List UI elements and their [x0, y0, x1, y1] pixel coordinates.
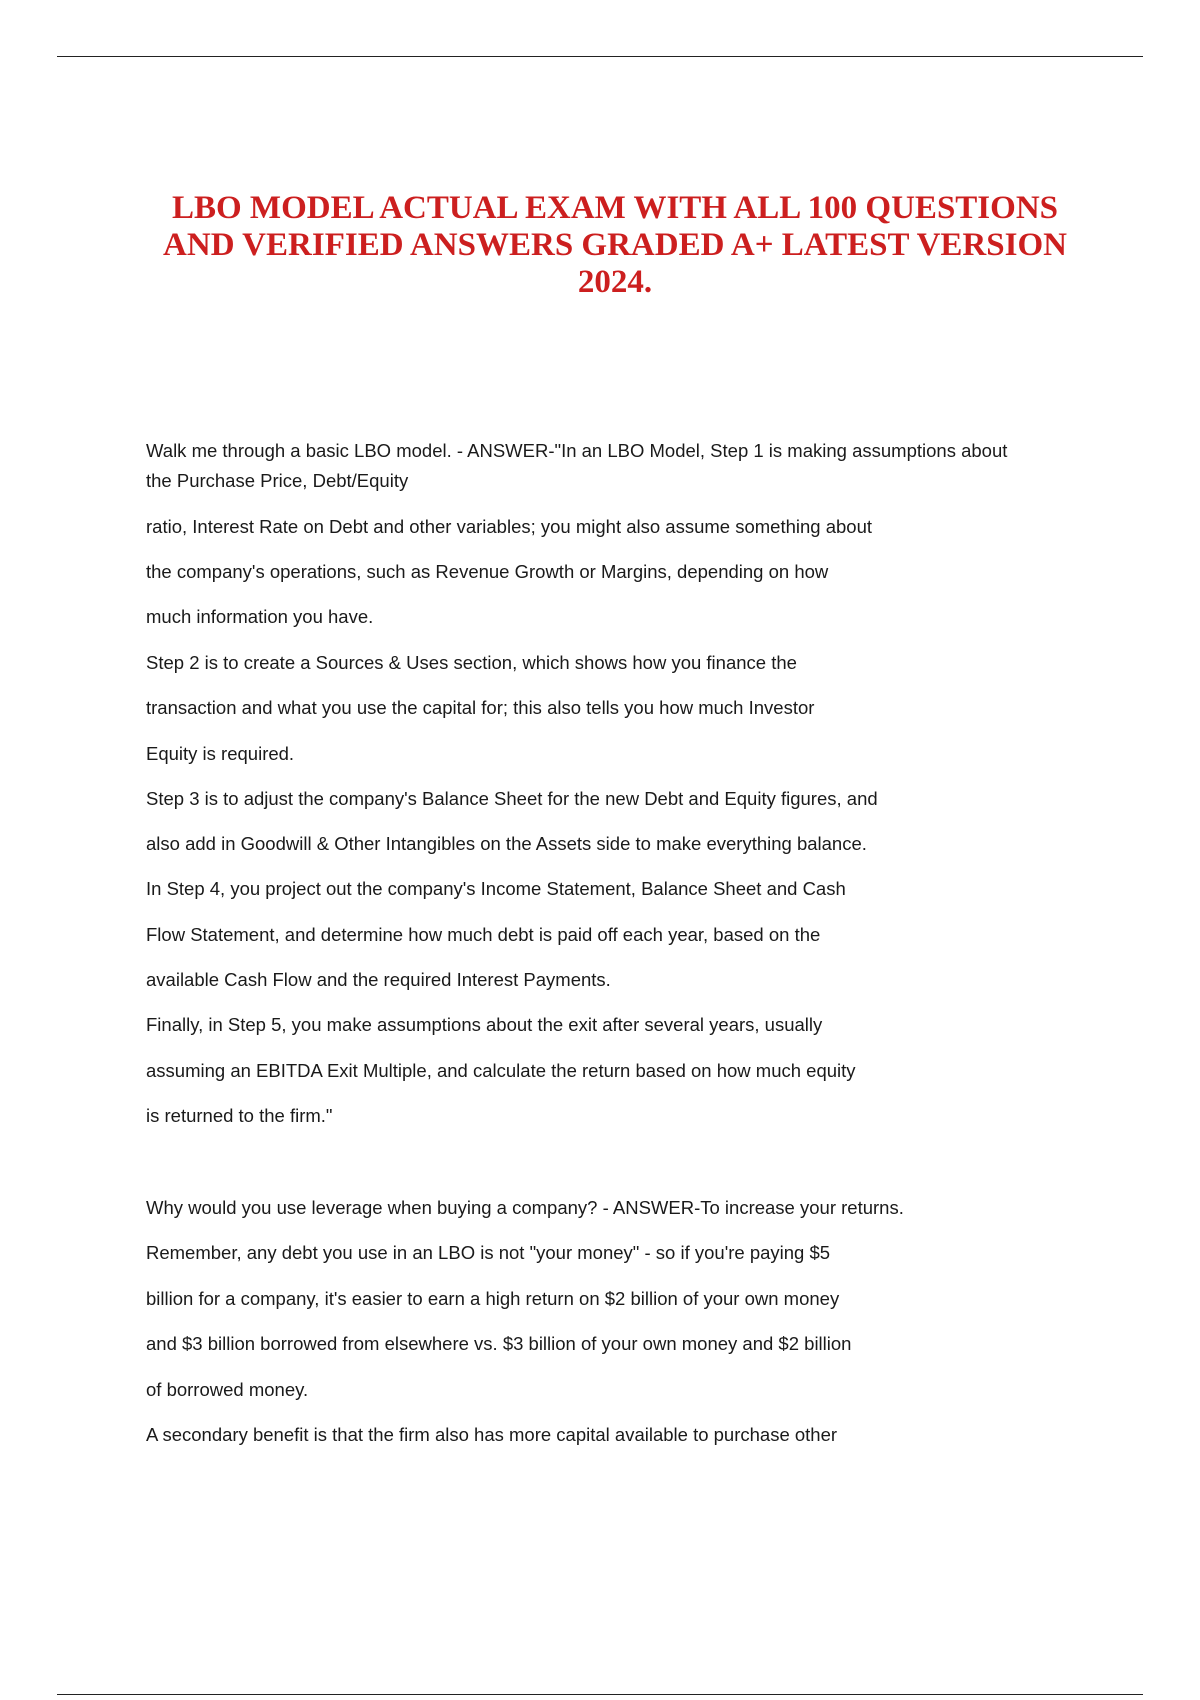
answer-line: assuming an EBITDA Exit Multiple, and calculate the return based on how much equity: [146, 1060, 856, 1081]
question-line: Walk me through a basic LBO model. - ANSWER-"In an LBO Model, Step 1 is making assumptions about: [146, 440, 1008, 461]
answer-line: Step 3 is to adjust the company's Balance Sheet for the new Debt and Equity figures, and: [146, 788, 878, 809]
answer-line: also add in Goodwill & Other Intangibles on the Assets side to make everything balance.: [146, 833, 867, 854]
title-line: LBO MODEL ACTUAL EXAM WITH ALL 100 QUESTIONS: [171, 190, 1059, 226]
answer-line: and $3 billion borrowed from elsewhere vs. $3 billion of your own money and $2 billion: [146, 1333, 852, 1354]
document-title: [120, 190, 1110, 301]
answer-line: available Cash Flow and the required Interest Payments.: [146, 969, 611, 990]
answer-line: transaction and what you use the capital for; this also tells you how much Investor: [146, 697, 815, 718]
answer-line: much information you have.: [146, 606, 374, 627]
answer-line: billion for a company, it's easier to earn a high return on $2 billion of your own money: [146, 1288, 840, 1309]
title-line: 2024.: [577, 264, 653, 300]
answer-line: Equity is required.: [146, 743, 295, 764]
answer-line: A secondary benefit is that the firm also has more capital available to purchase other: [146, 1424, 838, 1445]
answer-line: Step 2 is to create a Sources & Uses section, which shows how you finance the: [146, 652, 797, 673]
answer-line: Remember, any debt you use in an LBO is not "your money" - so if you're paying $5: [146, 1242, 831, 1263]
answer-line: is returned to the firm.": [146, 1105, 333, 1126]
answer-line: In Step 4, you project out the company's Income Statement, Balance Sheet and Cash: [146, 878, 846, 899]
answer-line: the company's operations, such as Revenue Growth or Margins, depending on how: [146, 561, 829, 582]
answer-line: Finally, in Step 5, you make assumptions about the exit after several years, usually: [146, 1014, 823, 1035]
header-rule: [57, 56, 1143, 57]
answer-line: Flow Statement, and determine how much debt is paid off each year, based on the: [146, 924, 821, 945]
title-line: AND VERIFIED ANSWERS GRADED A+ LATEST VERSION: [163, 227, 1067, 263]
answer-line: of borrowed money.: [146, 1379, 309, 1400]
footer-rule: [57, 1694, 1143, 1695]
answer-line: ratio, Interest Rate on Debt and other variables; you might also assume something about: [146, 516, 873, 537]
question-line: Why would you use leverage when buying a company? - ANSWER-To increase your returns.: [146, 1197, 904, 1218]
answer-line: the Purchase Price, Debt/Equity: [146, 470, 409, 491]
